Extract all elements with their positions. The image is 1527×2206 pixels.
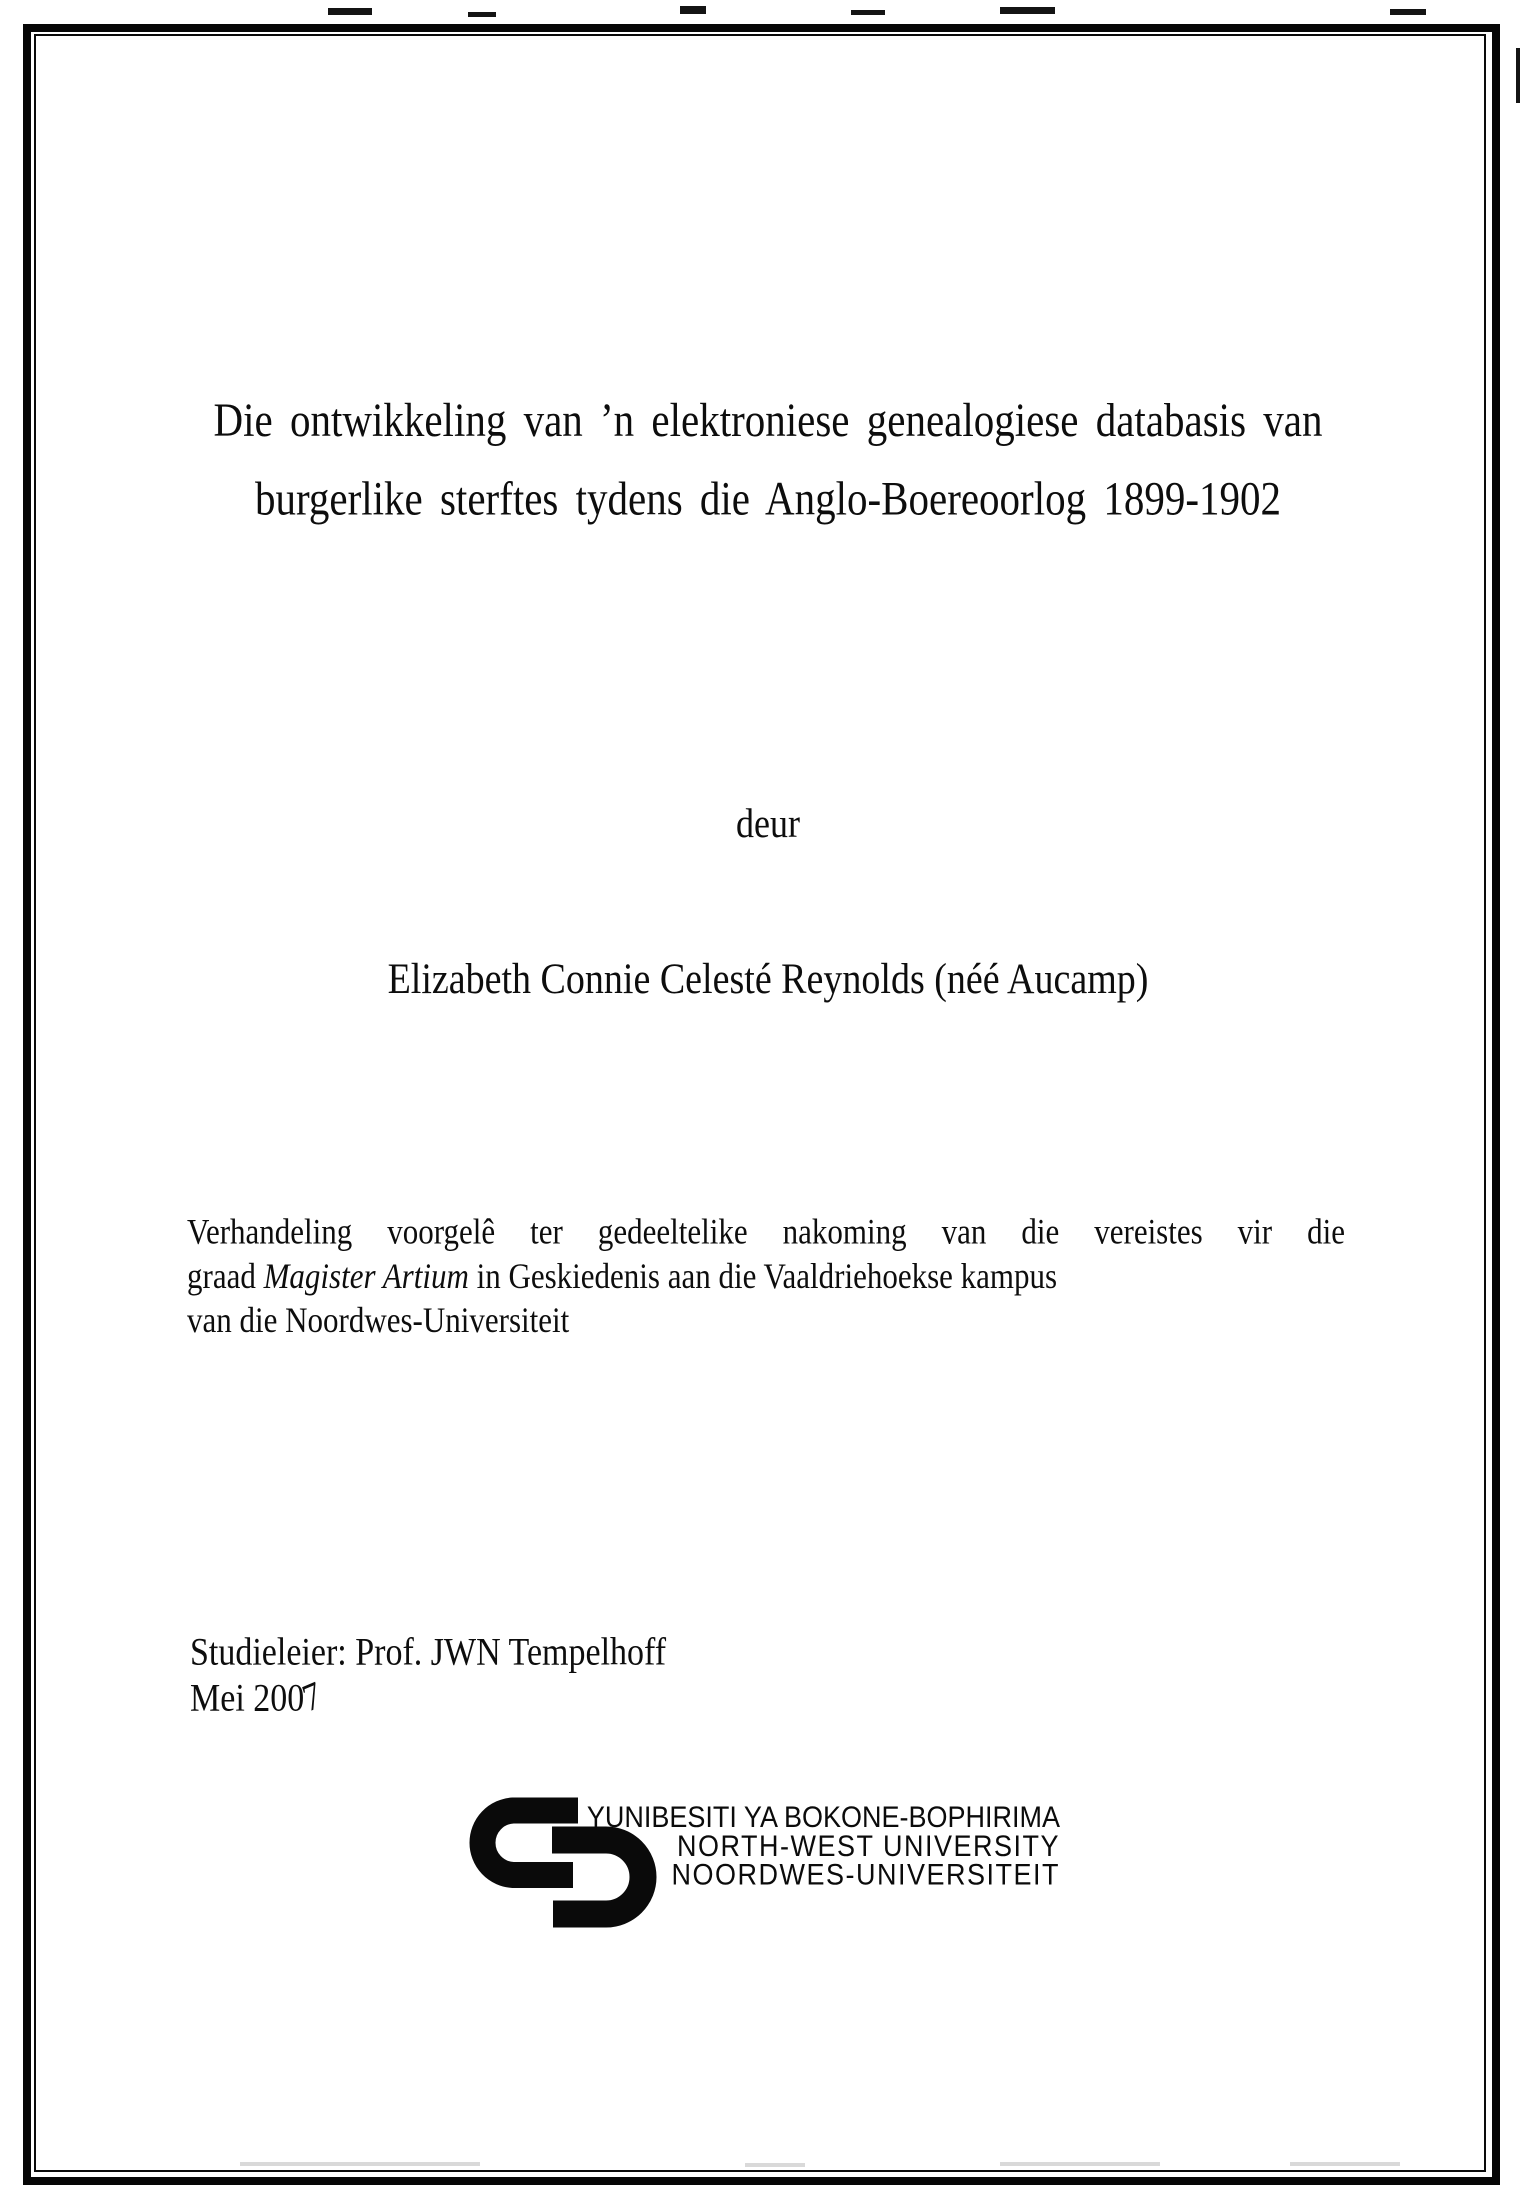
author-name: Elizabeth Connie Celesté Reynolds (néé Aucamp) (387, 955, 1149, 1004)
thesis-title-line2: burgerlike sterftes tydens die Anglo-Boereoorlog 1899-1902 (254, 471, 1281, 525)
byline: deur (736, 800, 800, 846)
logo-line-setswana: YUNIBESITI YA BOKONE-BOPHIRIMA (586, 1800, 1060, 1834)
degree-statement-line3: van die Noordwes-Universiteit (187, 1299, 570, 1340)
degree-name-italic: Magister Artium (263, 1255, 469, 1296)
scan-artifact (680, 6, 706, 14)
thesis-title-line1: Die ontwikkeling van ’n elektroniese genealogiese databasis van (213, 393, 1323, 447)
logo-line-afrikaans: NOORDWES-UNIVERSITEIT (671, 1858, 1060, 1891)
scan-artifact (1000, 7, 1055, 14)
date-line: Mei 2007 (190, 1676, 666, 1722)
scan-artifact (328, 8, 372, 15)
degree-statement (187, 1210, 1345, 1343)
supervisor-line: Studieleier: Prof. JWN Tempelhoff (190, 1631, 667, 1674)
scan-artifact (851, 10, 885, 15)
supervisor-block (190, 1630, 666, 1722)
degree-statement-line2: graad Magister Artium in Geskiedenis aan die Vaaldriehoekse kampus (187, 1255, 1058, 1296)
nwu-logo-wordmark (540, 1800, 1060, 1891)
date-last-digit: 7 (297, 1674, 327, 1721)
scan-artifact (1390, 9, 1426, 15)
degree-statement-line1: Verhandeling voorgelê ter gedeeltelike nakoming van die vereistes vir die (187, 1211, 1345, 1252)
scan-artifact (1516, 48, 1520, 103)
thesis-title (190, 381, 1346, 537)
logo-line-english: NORTH-WEST UNIVERSITY (676, 1829, 1060, 1863)
scan-artifact (468, 12, 496, 17)
